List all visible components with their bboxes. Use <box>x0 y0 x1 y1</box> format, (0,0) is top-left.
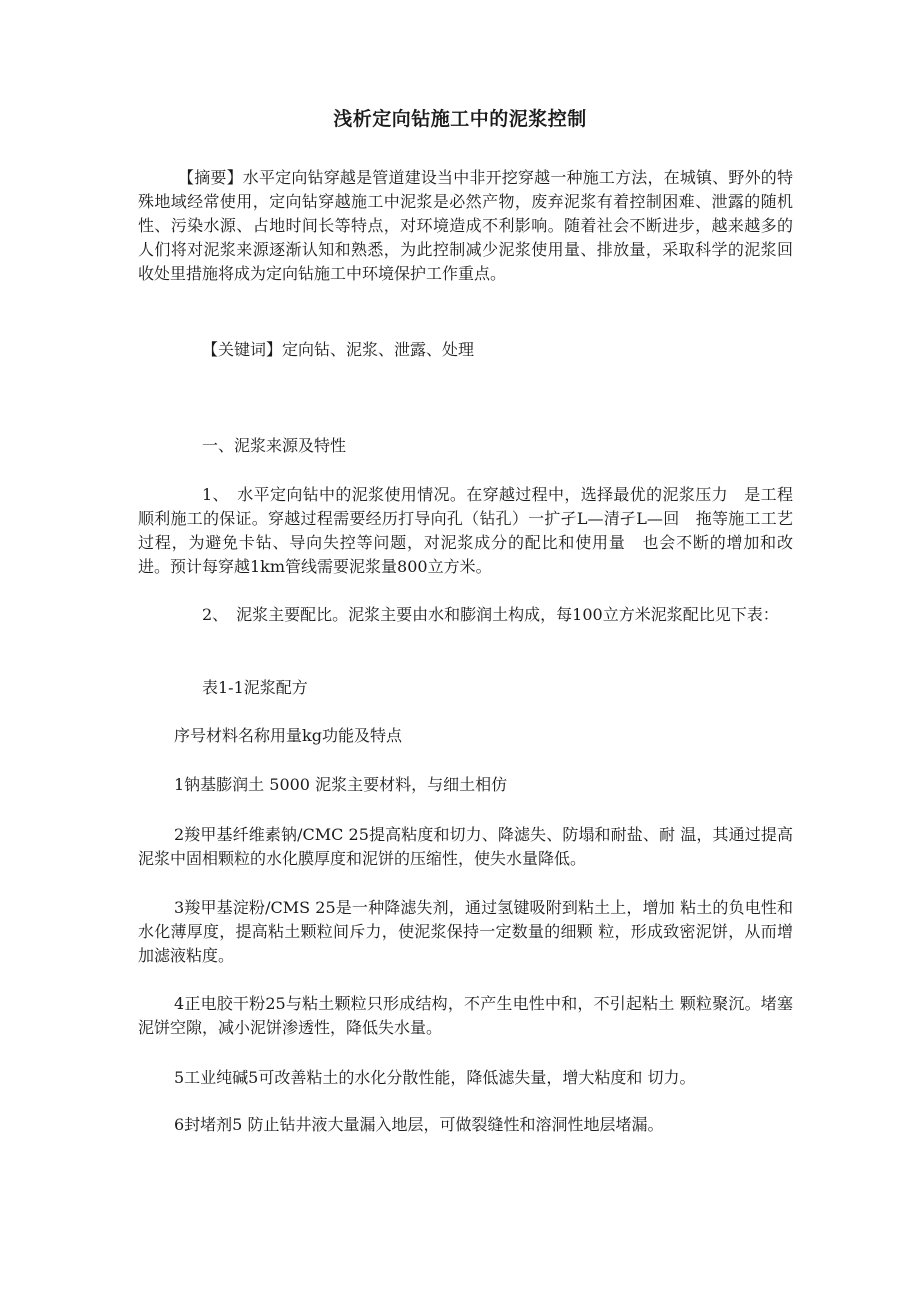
paragraph-item-1: 1、 水平定向钻中的泥浆使用情况。在穿越过程中，选择最优的泥浆压力 是工程顺利施工的保证。穿越过程需要经历打导向孔（钻孔）一扩孑L—清孑L—回 拖等施工工艺过程，为避免卡钻、导向失控等问题，对泥浆成分的配比和使用量 也会不断的增加和改进。预计每穿越1km管线需要泥浆量800立方米。 <box>138 485 793 576</box>
page-title: 浅析定向钻施工中的泥浆控制 <box>333 108 587 130</box>
table-caption: 表1-1泥浆配方 <box>202 678 308 697</box>
section-heading: 一、泥浆来源及特性 <box>202 436 347 455</box>
table-row: 6封堵剂5 防止钻井液大量漏入地层，可做裂缝性和溶洞性地层堵漏。 <box>174 1115 664 1134</box>
table-row: 5工业纯碱5可改善粘土的水化分散性能，降低滤失量，增大粘度和 切力。 <box>174 1068 696 1087</box>
table-row: 4正电胶干粉25与粘土颗粒只形成结构，不产生电性中和，不引起粘土 颗粒聚沉。堵塞泥饼空隙，减小泥饼渗透性，降低失水量。 <box>138 994 793 1037</box>
keywords-line: 【关键词】定向钻、泥浆、泄露、处理 <box>202 340 475 359</box>
paragraph-item-2: 2、 泥浆主要配比。泥浆主要由水和膨润土构成，每100立方米泥浆配比见下表： <box>202 605 779 624</box>
table-row: 3羧甲基淀粉/CMS 25是一种降滤失剂，通过氢键吸附到粘土上，增加 粘土的负电性和水化薄厚度，提高粘土颗粒间斥力，使泥浆保持一定数量的细颗 粒，形成致密泥饼，从而增加滤液粘度。 <box>138 898 793 965</box>
table-row: 1钠基膨润土 5000 泥浆主要材料，与细土相仿 <box>174 775 508 794</box>
table-header-row: 序号材料名称用量kg功能及特点 <box>174 726 402 745</box>
table-row: 2羧甲基纤维素钠/CMC 25提高粘度和切力、降滤失、防塌和耐盐、耐 温，其通过提高泥浆中固相颗粒的水化膜厚度和泥饼的压缩性，使失水量降低。 <box>138 825 793 868</box>
abstract-paragraph: 【摘要】水平定向钻穿越是管道建设当中非开挖穿越一种施工方法，在城镇、野外的特殊地域经常使用，定向钻穿越施工中泥浆是必然产物，废弃泥浆有着控制困难、泄露的随机性、污染水源、占地时间长等特点，对环境造成不利影响。随着社会不断进步，越来越多的人们将对泥浆来源逐渐认知和熟悉，为此控制减少泥浆使用量、排放量，采取科学的泥浆回收处里措施将成为定向钻施工中环境保护工作重点。 <box>138 168 793 283</box>
